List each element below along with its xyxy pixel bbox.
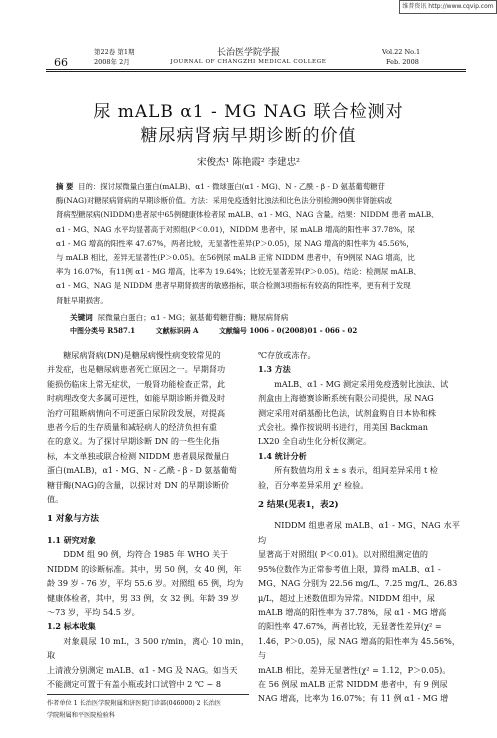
author-affiliation-footnote bbox=[47, 698, 253, 722]
footnote-rule bbox=[47, 694, 249, 695]
results-line: 1.46，P＞0.05)，尿 NAG 增高的阳性率为 45.56%，与 bbox=[258, 635, 460, 661]
stats-line: 所有数值均用 x̄ ± s 表示，组间差异采用 t 检 bbox=[274, 465, 438, 476]
abstract-line: α1 - MG、NAG 是 NIDDM 患者早期肾损害的敏感指标，联合检测3项指标有较高的阳性率，更有利于发现 bbox=[56, 281, 411, 291]
intro-line: 并发症，也是糖尿病患者死亡原因之一。早期肾功 bbox=[47, 364, 226, 375]
header-rule-bottom bbox=[46, 71, 466, 72]
abstract bbox=[56, 180, 460, 308]
issue-cn: 第22卷 第1期 bbox=[94, 48, 135, 56]
subjects-line: 健康体检者，其中，男 33 例，女 32 例。年龄 39 岁 bbox=[47, 592, 240, 603]
article-title-line1: 尿 mALB α1 - MG NAG 联合检测对 bbox=[93, 102, 404, 122]
date-en: Feb. 2008 bbox=[386, 58, 419, 66]
specimen-line: 上清液分别测定 mALB、α1 - MG 及 NAG。如当天 bbox=[47, 664, 238, 675]
method-line: mALB、α1 - MG 测定采用免疫透射比浊法、试 bbox=[274, 378, 449, 389]
watermark-label: 维普资讯 http://www.cqvip.com bbox=[399, 0, 497, 14]
method-line: LX20 全自动生化分析仪测定。 bbox=[258, 436, 372, 447]
results-line: NAG 增高，比率为 16.07%；有 11 例 α1 - MG 增 bbox=[258, 693, 449, 704]
abstract-line: 摘 要 目的：探讨尿微量白蛋白(mALB)、α1 - 微球蛋白(α1 - MG)、N - 乙酰 - β - D 氨基葡萄糖苷 bbox=[56, 182, 385, 191]
abstract-label: 摘 要 bbox=[56, 182, 74, 191]
intro-line: 糖苷酶(NAG)的含量，以探讨对 DN 的早期诊断价 bbox=[47, 479, 230, 490]
meta-row bbox=[70, 326, 375, 336]
intro-line: 在的意义。为了探讨早期诊断 DN 的一些生化指 bbox=[47, 436, 220, 447]
section-heading-1-2: 1.2 标本收集 bbox=[47, 621, 96, 632]
footnote-line: 学院附属和平医院检验科 bbox=[47, 712, 116, 719]
intro-line: 糖尿病肾病(DN)是糖尿病慢性病变较常见的 bbox=[63, 350, 221, 360]
section-heading-1-4: 1.4 统计分析 bbox=[258, 450, 307, 461]
vol-en: Vol.22 No.1 bbox=[382, 48, 421, 56]
results-line: 95%位数作为正常参考值上限，算得 mALB、α1 - bbox=[258, 563, 441, 574]
clc-number: 中图分类号 R587.1 bbox=[70, 326, 136, 335]
section-heading-1-3: 1.3 方法 bbox=[258, 364, 291, 375]
method-line: 式会社。操作按说明书进行，用美国 Backman bbox=[258, 422, 428, 433]
footnote-line: 作者单位 1 长治医学院附属和济医院门诊部(046000) 2 长治医 bbox=[47, 700, 222, 707]
authors: 宋俊杰¹ 陈艳霞² 李建忠² bbox=[197, 157, 300, 168]
right-column bbox=[258, 348, 460, 706]
journal-en: JOURNAL OF CHANGZHI MEDICAL COLLEGE bbox=[170, 59, 327, 65]
subjects-line: ～73 岁，平均 54.5 岁。 bbox=[47, 606, 140, 617]
results-line: mALB 相比，差异无显著性(χ² = 1.12，P＞0.05)。 bbox=[258, 664, 451, 675]
stats-line: 验，百分率差异采用 χ² 检验。 bbox=[258, 479, 369, 490]
section-heading-2: 2 结果(见表1，表2) bbox=[258, 500, 339, 511]
journal-cn: 长治医学院学报 bbox=[216, 48, 280, 58]
specimen-line: 对象晨尿 10 mL，3 500 r/min，离心 10 min，取 bbox=[47, 635, 249, 661]
method-line: 剂盒由上海德赛诊断系统有限公司提供，尿 NAG bbox=[258, 393, 434, 404]
intro-line: 标，本文单独或联合检测 NIDDM 患者晨尿微量白 bbox=[47, 450, 230, 461]
intro-line: 蛋白(mALB)，α1 - MG、N - 乙酰 - β - D 氨基葡萄 bbox=[47, 465, 237, 476]
abstract-line: 与 mALB 相比，差异无显著性(P＞0.05)。在56例尿 mALB 正常 NIDDM 患者中，有9例尿 NAG 增高，比 bbox=[56, 253, 415, 263]
storage-line: ℃存放或冻存。 bbox=[258, 350, 316, 360]
results-line: MG、NAG 分别为 22.56 mg/L、7.25 mg/L、26.83 bbox=[258, 578, 458, 589]
intro-line: 时病理改变大多属可逆性，如能早期诊断并微及时 bbox=[47, 393, 226, 404]
subjects-line: 龄 39 岁 - 76 岁，平均 55.6 岁。对照组 65 例，均为 bbox=[47, 578, 244, 589]
date-cn: 2008年 2月 bbox=[94, 58, 130, 66]
subjects-line: DDM 组 90 例，均符合 1985 年 WHO 关于 bbox=[63, 549, 229, 560]
abstract-line: 酶(NAG)对糖尿病肾病的早期诊断价值。方法：采用免疫透射比浊法和比色法分别检测90例非肾脏病或 bbox=[56, 196, 392, 206]
results-line: 的阳性率 47.67%，两者比较，无显著性差异(χ² = bbox=[258, 621, 442, 632]
intro-line: 能损伤临床上常无症状，一般肾功能检查正常，此 bbox=[47, 378, 226, 389]
article-number: 文献编号 1006 - 0(2008)01 - 066 - 02 bbox=[218, 326, 358, 335]
results-line: 在 56 例尿 mALB 正常 NIDDM 患者中，有 9 例尿 bbox=[258, 678, 448, 689]
left-column bbox=[47, 348, 249, 691]
intro-line: 治疗可阻断病情向不可逆蛋白尿阶段发展，对提高 bbox=[47, 407, 226, 418]
intro-line: 患者今后的生存质量和减轻病人的经济负担有重 bbox=[47, 422, 217, 433]
results-line: NIDDM 组患者尿 mALB、α1 - MG、NAG 水平均 bbox=[258, 520, 460, 545]
abstract-line: α1 - MG 增高的阳性率 47.67%，两者比较，无显著性差异(P＞0.05)，尿 NAG 增高的阳性率为 45.56%， bbox=[56, 238, 414, 248]
abstract-line: 肾病型糖尿病(NIDDM)患者尿中65例健康体检者尿 mALB、α1 - MG、NAG 含量。结果：NIDDM 患者 mALB、 bbox=[56, 210, 439, 220]
results-line: 显著高于对照组( P＜0.01)。以对照组测定值的 bbox=[258, 549, 428, 560]
abstract-line: 肾脏早期损害。 bbox=[56, 295, 108, 305]
header-rule-top bbox=[46, 69, 466, 70]
subjects-line: NIDDM 的诊断标准。其中，男 50 例，女 40 例，年 bbox=[47, 563, 242, 574]
abstract-line: α1 - MG、NAG 水平均显著高于对照组(P＜0.01)，NIDDM 患者中，尿 mALB 增高的阳性率 37.78%，尿 bbox=[56, 224, 415, 234]
article-title-line2: 糖尿病肾病早期诊断的价值 bbox=[140, 126, 357, 146]
specimen-line: 不能测定可置于有盖小瓶或封口试管中 2 ℃ ~ 8 bbox=[47, 678, 222, 689]
section-heading-1: 1 对象与方法 bbox=[47, 514, 99, 525]
results-line: mALB 增高的阳性率为 37.78%，尿 α1 - MG 增高 bbox=[258, 606, 447, 617]
keywords bbox=[70, 312, 288, 323]
keywords-text: 尿微量白蛋白；α1 - MG；氨基葡萄糖苷酶；糖尿病肾病 bbox=[97, 313, 289, 322]
abstract-line: 率为 16.07%，有11例 α1 - MG 增高，比率为 19.64%；比较无显著差异(P＞0.05)。结论：检测尿 mALB、 bbox=[56, 267, 421, 277]
doc-code: 文献标识码 A bbox=[155, 326, 199, 335]
results-line: μ/L，超过上述数值即为异常。NIDDM 组中，尿 bbox=[258, 592, 435, 603]
keywords-label: 关键词 bbox=[70, 313, 93, 322]
method-line: 测定采用对硝基酚比色法，试剂盒购自日本协和株 bbox=[258, 407, 437, 418]
section-heading-1-1: 1.1 研究对象 bbox=[47, 534, 96, 545]
page-number: 66 bbox=[54, 56, 68, 69]
intro-line: 值。 bbox=[47, 494, 64, 505]
